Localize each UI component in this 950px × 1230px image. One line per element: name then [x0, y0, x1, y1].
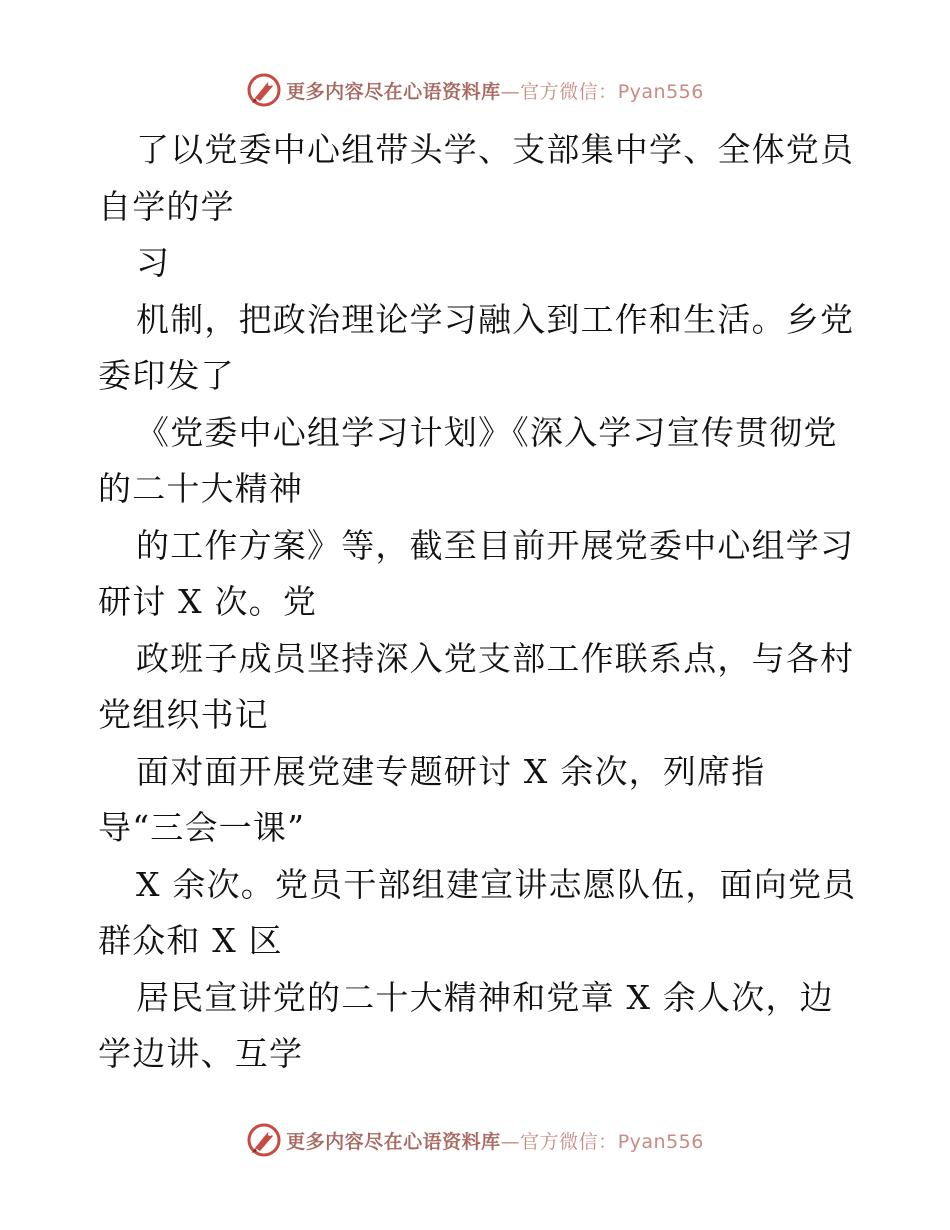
text-line: 居民宣讲党的二十大精神和党章 X 余人次，边	[136, 977, 834, 1017]
watermark-id: Pyan556	[617, 1130, 704, 1153]
watermark-brand: 更多内容尽在心语资料库	[286, 1130, 501, 1153]
text-line: 学边讲、互学	[98, 1034, 304, 1073]
text-line: 了以党委中心组带头学、支部集中学、全体党员	[136, 130, 855, 169]
text-line: 的二十大精神	[98, 469, 304, 508]
text-line: 群众和 X 区	[98, 921, 283, 960]
text-line: X 余次。党员干部组建宣讲志愿队伍，面向党员	[136, 864, 857, 904]
watermark-dash: —	[500, 1130, 521, 1153]
text-line: 《党委中心组学习计划》《深入学习宣传贯彻党	[136, 412, 838, 452]
text-line: 研讨 X 次。党	[98, 582, 318, 621]
text-line: 政班子成员坚持深入党支部工作联系点，与各村	[136, 638, 855, 678]
text-line: 导“三会一课”	[98, 808, 306, 847]
pen-logo-icon	[246, 72, 282, 108]
watermark-official: 官方微信：	[520, 1130, 618, 1153]
document-body	[98, 122, 858, 1083]
watermark-brand: 更多内容尽在心语资料库	[286, 80, 501, 103]
watermark-text	[286, 1127, 704, 1154]
text-line: 党组织书记	[98, 695, 269, 734]
text-line: 面对面开展党建专题研讨 X 余次，列席指	[136, 751, 766, 791]
footer-watermark	[0, 1120, 950, 1160]
text-line: 机制，把政治理论学习融入到工作和生活。乡党	[136, 299, 855, 339]
pen-logo-icon	[246, 1122, 282, 1158]
header-watermark	[0, 70, 950, 110]
text-line: 自学的学	[98, 186, 235, 226]
watermark-id: Pyan556	[617, 80, 704, 103]
text-line: 的工作方案》等，截至目前开展党委中心组学习	[136, 525, 855, 565]
watermark-text	[286, 77, 704, 104]
text-line: 习	[136, 243, 171, 282]
watermark-dash: —	[500, 80, 521, 103]
watermark-official: 官方微信：	[520, 80, 618, 103]
text-line: 委印发了	[98, 356, 235, 395]
